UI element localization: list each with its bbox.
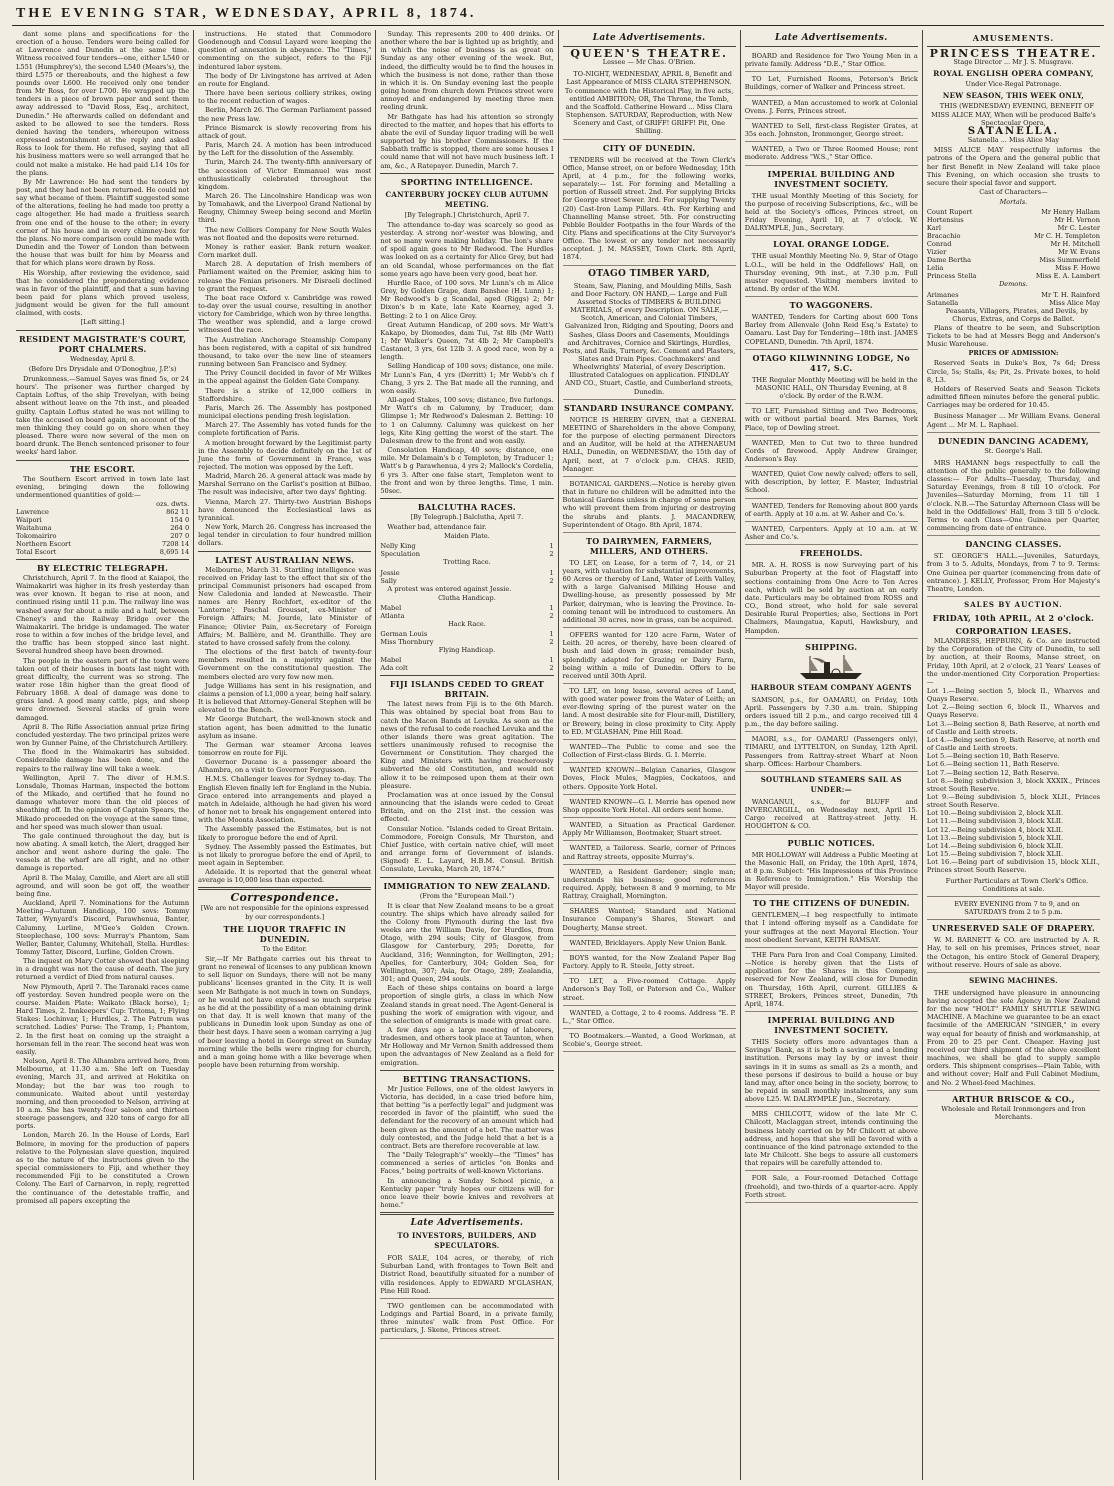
table-row: Lawrence 862 11: [16, 507, 190, 516]
auction-heading: SALES BY AUCTION.: [964, 600, 1063, 610]
divider: [380, 498, 553, 499]
advertisement: NOTICE IS HEREBY GIVEN, that a GENERAL MEETING of Shareholders in the above Company, for the purpose of electing permanent Directors and an Auditor, will be held at the ATHENAEUM HALL, Dunedin, on WEDNESDAY, the 15th day of April, next, at 7 o'clock p.m. CHAS. REID, Manager.: [563, 414, 736, 477]
escort-heading: THE ESCORT.: [70, 463, 136, 474]
advertisement: WANTED to Sell, first-class Register Grates, at 35s each. Johnston, Ironmonger, George street.: [745, 120, 918, 142]
escort-unit: ozs. dwts.: [156, 499, 190, 508]
article-text: March 27. The Assembly has voted funds for the complete fortification of Paris.: [198, 421, 372, 438]
divider: [198, 887, 371, 890]
corporation-leases-heading: CORPORATION LEASES.: [955, 626, 1072, 637]
advertisement: WANTED, Bricklayers. Apply New Union Bank.: [563, 937, 736, 951]
citizens-heading: TO THE CITIZENS OF DUNEDIN.: [752, 898, 910, 909]
columns: [12, 30, 1104, 1480]
article-text: New Plymouth, April 7. The Taranaki races came off yesterday. Seven hundred people were on the course. Maiden Plate: Waikato (Black horse), 1; Hard Times, 2. Innkeepers' Cup: Tritoma, 1; Flying Stakes: Lochinvar, 1; Hurdles, 2. The Patrum was scratched. Ladies' Purse: The Tramp, 1; Phantom, 2. In the first heat on coming up the straight a horseman fell in the rear. The second heat was won easily.: [16, 982, 190, 1056]
kilwinning-heading: OTAGO KILWINNING LODGE, No 417, S.C.: [752, 352, 911, 373]
list-item: Lot 3.—Being section 8, Bath Reserve, at north end of Castle and Leith streets.: [926, 719, 1101, 736]
race-table: [380, 630, 553, 646]
liquor-heading: THE LIQUOR TRAFFIC IN DUNEDIN.: [223, 923, 347, 944]
article-text: Proclamation was at once issued by the Consul announcing that the islands were ceded to Great Britain, and on the 21st inst. the cession was effected.: [380, 790, 554, 824]
list-item: Lot 15.—Being subdivision 7, block XLII.: [926, 850, 1064, 859]
article-text: MISS ALICE MAY respectfully informs the patrons of the Opera and the general public that her first Benefit in New Zealand will take place This Evening, on which occasion she trusts to secure their special favor and support.: [926, 146, 1101, 187]
advertisement: WANTED, Tenders for Removing about 800 yards of earth. Apply at 10 a.m. at W. Asher and Co.'s.: [745, 500, 918, 522]
table-row: Mabel 1: [380, 656, 554, 665]
article-text: Plans of theatre to be seen, and Subscription Tickets to be had at Messrs Begg and Anderson's Music Warehouse.: [926, 323, 1101, 349]
article-text: Further Particulars at Town Clerk's Office. Conditions at sale.: [927, 875, 1100, 897]
australian-news-heading: LATEST AUSTRALIAN NEWS.: [215, 554, 355, 565]
escort-intro: The Southern Escort arrived in town late last evening, bringing down the following undermentioned quantities of gold:—: [16, 474, 190, 499]
article-text: MLANDRESS, HEPBURN, & Co. are instructed by the Corporation of the City of Dunedin, to sell by auction, at their Rooms, Manse street, on Friday, 10th April, at 2 o'clock, 21 Years' Leases of the under-mentioned City Corporation Properties:—: [926, 637, 1101, 686]
article-text: Sir,—If Mr Bathgate carries out his threat to grant no renewal of licenses to any publican known to sell liquor on Sundays, there will not be many publicans' licenses granted in the City. It is well seen Mr Bathgate is not much in town on Sundays, or he would not have expressed so much surprise as he did at the possibility of a man obtaining drink on that day. It is well known that many of the publicans in Dunedin look upon Sunday as one of their best days. I have seen a woman carrying a jug of beer leaving a hotel in George street on Sunday morning while the bells were ringing for church, and a man going home with a like beverage when people have been returning from worship.: [198, 954, 372, 1069]
article-text: Consolation Handicap, 40 sovs; distance, one mile. Mr Delamain's b c Templeton, by Traducer 1; Watt's b g Parawhenua, 4 yrs 2; Mallock's Cordelia, 6 yrs 3. After one false start, Templeton went to the front and won by three lengths. Time, 1 min. 50sec.: [380, 446, 554, 495]
column-4: [559, 30, 741, 1480]
liquor-to: To the Editor.: [262, 944, 307, 953]
advertisement: THE Regular Monthly Meeting will be held in the MASONIC HALL, ON Thursday Evening, at 8 o'clock. By order of the R.W.M.: [745, 374, 918, 404]
cjc-sub: [By Telegraph.] Christchurch, April 7.: [404, 210, 530, 219]
article-text: New York, March 26. Congress has increased the legal tender in circulation to four hundred million dollars.: [198, 523, 372, 548]
table-row: Total Escort 8,695 14: [16, 547, 190, 556]
article-text: Auckland, April 7. Nominations for the Autumn Meeting—Autumn Handicap, 100 sovs: Tommy Tatter, Wynyard's Discord, Parawhenua, Banter, Calumny, Lurline, M'Gee's Golden Crown. Steeplechase, 100 sovs: Murray's Phantom, Sam Weller, Banter, Calumny, Whitehall, Stella. Hurdles: Tommy Tatter, Discord, Lurline, Golden Crown.: [16, 899, 190, 956]
table-row: Waitahuna 264 0: [16, 523, 190, 532]
article-text: April 8. The Rifle Association annual prize firing concluded yesterday. The two principal prizes were won by Gunner Paine, of the Christchurch Artillery.: [16, 722, 190, 748]
dairy-heading: TO DAIRYMEN, FARMERS, MILLERS, AND OTHERS.: [585, 535, 713, 556]
cast-table: [927, 291, 1100, 307]
queens-theatre-title: QUEEN'S THEATRE.: [570, 47, 728, 60]
divider: [380, 1070, 553, 1071]
race-heading: Clutha Handicap.: [438, 593, 496, 602]
telegraph-heading: BY ELECTRIC TELEGRAPH.: [36, 562, 169, 573]
divider: [198, 551, 371, 552]
table-row: Satanella Miss Alice May: [926, 298, 1101, 307]
advertisement: WANTED, a Tailoress. Searle, corner of Princes and Rattray streets, opposite Murray's.: [563, 842, 736, 864]
demons-heading: Demons.: [999, 280, 1028, 289]
advertisement: GENTLEMEN,—I beg respectfully to intimate that I intend offering myself as a Candidate for your suffrages at the next Mayoral Election. Your most obedient Servant, KEITH RAMSAY.: [745, 909, 918, 948]
court-heading: RESIDENT MAGISTRATE'S COURT, PORT CHALMERS.: [18, 333, 187, 354]
advertisement: FOR Sale, a Four-roomed Detached Cottage (freehold), and two-thirds of a quarter-acre. Apply Forth street.: [745, 1172, 918, 1202]
article-text: Peasants, Villagers, Pirates, and Devils, by Chorus, Extras, and Corps de Ballet.: [945, 306, 1089, 323]
imperial-heading: IMPERIAL BUILDING AND INVESTMENT SOCIETY.: [767, 1015, 895, 1036]
article-text: Prince Bismarck is slowly recovering from his attack of gout.: [198, 123, 372, 140]
column-5: [741, 30, 923, 1480]
advertisement: Steam, Saw, Planing, and Moulding Mills, Sash and Door Factory. ON HAND,— Large and Full Assorted Stocks of TIMBERS & BUILDING MATERIALS, of every Description. ON SALE,— Scotch, American, and Colonial Timbers, Galvanized Iron, Ridging and Spouting, Doors and Sashes, Glass Doors and Casements, Mouldings and Architraves, Cornice and Skirtings, Hurdles, Posts, and Rails, Turnery, &c. Cement and Plasters, Slates and Drain Pipes. Coachmakers' and Wheelwrights' Material, of every Description. Illustrated Catalogues on application. FINDLAY AND CO., Stuart, Castle, and Cumberland streets, Dunedin.: [563, 280, 736, 400]
article-text: Governor Ducane is a passenger aboard the Alhambra, on a visit to Governor Fergusson.: [198, 758, 372, 775]
freeholds-heading: FREEHOLDS.: [799, 548, 863, 559]
divider: [380, 877, 553, 878]
race-heading: Trotting Race.: [443, 558, 491, 567]
advertisement: WANTED, a Resident Gardener; single man; understands his business; good references required. Apply, between 8 and 9 morning, to Mr Rattray, Craighall, Mornington.: [563, 866, 736, 905]
article-text: A motion brought forward by the Legitimist party in the Assembly to decide definitely on the 1st of June the form of Government in France, was rejected. The motion was opposed by the Left.: [198, 438, 372, 471]
article-text: Wellington, April 7. The diver of H.M.S. Lonsdale, Thomas Harman, inspected the bottom of the Mikado, and certified that he found no damage whatever more than the old pieces of sheathing off. In the opinion of Captain Spears, the Mikado proceeded on the voyage at the same time, and her speed was much slower than usual.: [16, 773, 190, 831]
advertisement: TO LET, on Lease, for a term of 7, 14, or 21 years, with valuation for substantial improvements, 60 Acres or thereby of Land, Water of Leith Valley, with a large Galvanised Milking House and Dwelling-house, as presently possessed by Mr Parker, dairyman, who is leaving the Province. In-coming tenant will be introduced to customers. An additional 30 acres, now in grass, can be acquired.: [563, 557, 736, 628]
orange-heading: LOYAL ORANGE LODGE.: [773, 239, 890, 250]
cjc-heading: CANTERBURY JOCKEY CLUB AUTUMN MEETING.: [385, 189, 549, 209]
opera-season: NEW SEASON, THIS WEEK ONLY,: [942, 91, 1084, 101]
table-row: Atlanta 2: [380, 611, 554, 620]
table-row: Miss Thornbury 2: [380, 638, 554, 647]
article-text: Reserved Seats in Duke's Box, 7s 6d; Dress Circle, 5s; Stalls, 4s; Pit, 2s. Private boxes, to hold 8, L3.: [926, 359, 1101, 384]
dance-classes-heading: DANCING CLASSES.: [965, 539, 1062, 550]
race-heading: Flying Handicap.: [438, 646, 496, 655]
article-text: A few days ago a large meeting of laborers, tradesmen, and others took place at Taunton, when Mr Holloway and Mr Vernon Smith addressed them upon the advantages of New Zealand as a field for emigration.: [380, 1026, 554, 1067]
list-item: Lot 14.—Being subdivision 6, block XLII.: [926, 841, 1064, 850]
article-text: A protest was entered against Jessie.: [387, 584, 512, 593]
list-item: Lot 12.—Being subdivision 4, block XLII.: [926, 825, 1064, 834]
advertisement: TO-NIGHT, WEDNESDAY, APRIL 8, Benefit and Last Appearance of MISS CLARA STEPHENSON. To commence with the Historical Play, in five acts, entitled AMBITION; OR, The Throne, the Tomb, and the Scaffold. Catherine Howard ... Miss Clara Stephenson. SATURDAY, Reproduction, with New Scenery and Cast, of GRIFF! GRIFF! Pit, One Shilling.: [563, 68, 736, 139]
race-table: [380, 542, 553, 558]
table-row: Bracachio Mr C. H. Templeton: [926, 232, 1101, 241]
article-text: Melbourne, March 31. Startling intelligence was received on Friday last to the effect that six of the principal Communist prisoners had escaped from New Caledonia and landed at Newcastle. Their names are Henry Rochfort, ex-editor of the 'Lanterne'; Paschal Grousset, ex-Minister of Foreign Affairs; M. Jourde, late Minister of Finance; Olivier Pain, ex-Secretary of Foreign Affairs; M. Ballière, and M. Granthille. They are stated to have crossed safely from the colony.: [198, 565, 372, 647]
article-text: The German war steamer Arcona leaves tomorrow en route for Fiji.: [198, 740, 372, 757]
article-text: March 28. A deputation of Irish members of Parliament waited on the Premier, asking him to release the Fenian prisoners. Mr Disraeli declined to grant the request.: [198, 260, 372, 293]
masthead: [12, 6, 1104, 26]
race-table: [380, 656, 553, 672]
divider: [380, 173, 553, 174]
advertisement: TO LET, on long lease, several acres of Land, with good water power from the Water of Leith; an ever-flowing spring of the purest water on the land. A most desirable site for Flour-mill, Distillery, or Brewery, being in close proximity to City. Apply to ED. M'GLASHAN, Pine Hill Road.: [563, 685, 736, 740]
advertisement: WANTED, Men to Cut two to three hundred Cords of firewood. Apply Andrew Grainger, Anderson's Bay.: [745, 437, 918, 467]
list-item: Lot 4.—Being section 9, Bath Reserve, at north end of Castle and Leith streets.: [926, 735, 1101, 753]
escort-table: [16, 500, 189, 556]
table-row: Dame Bertha Miss Summerfield: [926, 256, 1101, 265]
article-text: EVERY EVENING from 7 to 9, and on SATURDAYS from 2 to 5 p.m.: [927, 898, 1100, 920]
divider: [16, 330, 189, 331]
article-text: Mr Justice Fellows, one of the oldest lawyers in Victoria, has decided, in a case tried before him, that betting "is a perfectly legal" and judgment was recorded in favor of the plaintiff, who sued the defendant for the recovery of an amount which had been given as the amount of a bet. The matter was duly contested, and the Judge held that a bet is a contract. Bets are therefore recoverable at law.: [380, 1084, 554, 1150]
dance-academy-sub: St. George's Hall.: [984, 446, 1043, 455]
advertisement: WANTED, a Two or Three Roomed House; rent moderate. Address "W.S.," Star Office.: [745, 143, 918, 165]
cast-table: [927, 208, 1100, 280]
article-text: dant some plans and specifications for the erection of a house. Tenders were being called for at Lawrence and Dunedin at the same time. Witness received four tenders—one, either L540 or L551 (Humphrey's), the second L540 (Mears's), the third L575 or thereabouts, and the highest a few pounds over L600. He received only one tender from Mr Ross, for over L700. He wrapped up the tenders in a piece of brown paper and sent them away addressed to "David Ross, Esq., architect, Dunedin." He afterwards called on defendant and asked to be allowed to see the tenders. Ross denied having the tenders, whereupon witness expressed astonishment at the reply and asked Ross to look for them. He refused, saying that all his business matters were so well arranged that he could not make a mistake. He had paid L14 10s for the plans.: [16, 30, 190, 177]
article-text: Vienna, March 27. Thirty-two Austrian Bishops have denounced the Ecclesiastical laws as tyrannical.: [198, 497, 372, 522]
table-row: Tokomairiro 207 0: [16, 531, 190, 540]
article-text: Mr Bathgate has had his attention so strongly directed to the matter, and hopes that his efforts to abate the evil of Sunday liquor trading will be well supported by his brother Commissioners. If the Sabbath traffic is stopped, there are some houses I could name that will not have much business left. I am, &c., A Ratepayer. Dunedin, March 7.: [380, 112, 554, 170]
article-text: The people in the eastern part of the town were taken out of their houses in boats last night with great difficulty, the current was so strong. The water rose 18in higher than the great flood of February 1868. A deal of damage was done to grass land. A good many cattle, pigs, and sheep were drowned. Several stacks of grain were damaged.: [16, 656, 190, 722]
advertisement: W. M. BARNETT & CO. are instructed by A. R. Hay, to sell on his premises, Princes street, near the Octagon, his entire Stock of General Drapery, without reserve. Hours of sale as above.: [927, 934, 1100, 973]
divider: [380, 675, 553, 676]
article-text: His Worship, after reviewing the evidence, said that he considered the preponderating evidence was in favor of the plaintiff, and that a sum having been paid for plans which proved useless, judgment would be given for the full amount claimed, with costs.: [16, 268, 190, 318]
briscoe-sub: Wholesale and Retail Ironmongers and Iron Merchants.: [941, 1104, 1086, 1121]
article-text: The new Colliers Company for New South Wales was not floated and the deposits were returned.: [198, 225, 372, 242]
table-row: Nelly King 1: [380, 542, 554, 551]
list-item: Lot 8.—Being subdivision 3, block XXXIX., Princes street South Reserve.: [926, 776, 1101, 793]
table-row: Princess Stella Miss E. A. Lambert: [926, 272, 1101, 281]
article-text: London, March 26. In the House of Lords, Earl Belmore, in moving for the production of papers relative to the Polynesian slave question, inquired as to the nature of the instructions given to the special commissioners to Fiji, and whether they recommended Fiji to be constituted a Crown Colony. The Earl of Carnarvon, in reply, regretted the continuance of the detestable traffic, and promised all papers excepting the: [16, 1131, 190, 1205]
amusements-heading: AMUSEMENTS.: [972, 33, 1055, 43]
article-text: The boat race Oxford v. Cambridge was rowed to-day over the usual course, resulting in another victory for Cambridge, which won by three lengths. The weather was splendid, and a large crowd witnessed the race.: [198, 293, 372, 335]
advertisement: BOYS wanted, for the New Zealand Paper Bag Factory. Apply to R. Steele, Jetty street.: [563, 952, 736, 974]
list-item: Lot 6.—Being section 11, Bath Reserve.: [926, 760, 1060, 769]
lots-list: [927, 687, 1100, 875]
advertisement: TENDERS will be received at the Town Clerk's Office, Manse street, on or before Wednesday, 15th April, at 4 p.m., for the following works, separately:— 1st. For forming and Metalling a portion of Russell street. 2nd. For supplying Bricks for George street Sewer. 3rd. For supplying Twenty (20) Cast-Iron Lamp Pillars. 4th. For Kerbing and Channelling Manse street. 5th. For constructing Pebble Boulder Footpaths in the four Wards of the City. Plans and specifications at the City Surveyor's Office. The lowest or any tender not necessarily accepted. J. M. MASSEY, Town Clerk. 8th April, 1874.: [563, 154, 736, 266]
table-row: Hortensius Mr H. Vernon: [926, 216, 1101, 225]
table-row: Jessie 1: [380, 568, 554, 577]
article-text: Judge Williams has sent in his resignation, and claims a pension of L1,000 a year, being half salary. It is believed that Attorney-General Stephen will be elevated to the Bench.: [198, 681, 372, 715]
divider: [745, 46, 918, 47]
article-text: Each of these ships contains on board a large proportion of single girls, a class in which New Zealand stands in great need. The Agent-General is pushing the work of emigration with vigour, and the selection of emigrants is made with great care.: [380, 984, 554, 1025]
drapery-heading: UNRESERVED SALE OF DRAPERY.: [931, 923, 1095, 934]
list-item: Lot 10.—Being subdivision 2, block XLII.: [926, 809, 1064, 818]
timber-heading: OTAGO TIMBER YARD,: [588, 268, 711, 279]
harbour-heading: HARBOUR STEAM COMPANY AGENTS: [750, 682, 912, 692]
article-text: The inquest on Mary Cotter showed that sleeping in a draught was not the cause of death. The jury returned a verdict of Died from natural causes.: [16, 957, 190, 982]
article-text: Paris, March 24. A motion has been introduced by the Left for the dissolution of the Assembly.: [198, 141, 372, 158]
late-ads-heading: Late Advertisements.: [592, 33, 706, 43]
satanella-role: Satanella ... Miss Alice May: [967, 136, 1060, 145]
table-row: Count Rupert Mr Henry Hallam: [926, 208, 1101, 217]
list-item: Lot 5.—Being section 10, Bath Reserve.: [926, 752, 1060, 761]
table-row: Karl Mr C. Lester: [926, 224, 1101, 233]
article-text: Paris, March 26. The Assembly has postponed municipal elections pending fresh legislation.: [198, 403, 372, 421]
article-text: Adelaide. It is reported that the general wheat average is 10,000 less than expected.: [198, 868, 372, 885]
article-text: Christchurch, April 7. In the flood at Kaiapoi, the Waimakariri was higher in its fresh yesterday than was ever known. It began to rise at noon, and continued rising until 11 p.m. The railway line was washed away for about a mile and a half, between Cheney's and the Railway Bridge over the Waimakariri. The bridge is undamaged. The water rose to within a few inches of the bridge level, and the traffic has been stopped since last night. Several hundred sheep have been drowned.: [16, 573, 190, 656]
article-text: March 26. The Lincolnshire Handicap was won by Tomahawk, and the Liverpool Grand National by Reugny, Chimney Sweep being second and Merlin third.: [198, 191, 372, 225]
benefit-text: THIS (WEDNESDAY) EVENING, BENEFIT OF MISS ALICE MAY, When will be produced Balfe's Spectacular Opera,: [931, 102, 1096, 127]
article-text: Hurdle Race, of 100 sovs. Mr Lunn's ch m Alice Grey, by Golden Grape, dam Banshee (H. Lunn) 1; Mr Redwood's b g Scandal, aged (Riggs) 2; Mr Dixon's b m Kate, late Kate Kearney, aged 3. Betting: 2 to 1 on Alice Grey.: [380, 278, 554, 320]
advertisement: WANTED, Tenders for Carting about 600 Tons Barley from Allenvale (John Reid Esq.'s Estate) to Oamaru. Last Day for Tendering—18th inst. JAMES COPELAND, Dunedin. 7th April, 1874.: [745, 311, 918, 350]
article-text: Turin, March 24. The twenty-fifth anniversary of the accession of Victor Emmanuel was most enthusiastically celebrated throughout the kingdom.: [198, 158, 372, 191]
article-text: The "Daily Telegraph's" weekly—the "Times" has commenced a series of articles "on Bonks and Faces," being portraits of well-known Victorians.: [380, 1151, 554, 1176]
article-text: Sydney. The Assembly passed the Estimates, but is not likely to prorogue before the end of April, to meet again in September.: [198, 842, 372, 867]
article-text: Business Manager ... Mr William Evans. General Agent ... Mr M. L. Raphael.: [927, 410, 1100, 432]
mortals-heading: Mortals.: [999, 198, 1028, 207]
race-heading: Maiden Plate.: [444, 532, 490, 541]
article-text: In announcing a Sunday School picnic, a Kentucky paper "truly hopes our citizens will for once leave their bowie knives and revolvers at home.": [380, 1176, 554, 1209]
shipping-heading: SHIPPING.: [805, 641, 858, 652]
briscoe-name: ARTHUR BRISCOE & CO.,: [952, 1093, 1075, 1104]
southland-heading: SOUTHLAND STEAMERS SAIL AS UNDER:—: [760, 774, 902, 794]
advertisement: OFFERS wanted for 120 acre Farm, Water of Leith. 20 acres, or thereby, have been cleared of bush and laid down in grass; remainder bush, splendidly adapted for Grazing or Dairy Farm, being within a mile of Dunedin. Offers to be received until 30th April.: [563, 629, 736, 684]
article-text: Holders of Reserved Seats and Season Tickets admitted fifteen minutes before the general public. Carriages may be ordered for 10.45.: [926, 384, 1101, 410]
table-row: Conrad Mr H. Mitchell: [926, 240, 1101, 249]
dance-academy-heading: DUNEDIN DANCING ACADEMY,: [937, 435, 1089, 446]
builders-heading: TO INVESTORS, BUILDERS, AND SPECULATORS.: [397, 1231, 537, 1251]
advertisement: MRS HAMANN begs respectfully to call the attention of the public generally to the following classes:— For Adults—Tuesday, Thursday, and Saturday Evenings, from 8 till 10 o'clock. For Juveniles—Saturday Morning, from 11 till 1 o'clock. N.B.—The Saturday Afternoon Class will be held in the Oddfellows' Hall, from 3 till 5 o'clock. Terms to each Class—One Guinea per Quarter, commencing from date of entrance.: [927, 457, 1100, 536]
table-row: Mabel 1: [380, 603, 554, 612]
advertisement: WANTED, a Cottage, 2 to 4 rooms. Address "E. P. L.," Star Office.: [563, 1007, 736, 1029]
court-bench: (Before Drs Drysdale and O'Donoghue, J.P.'s): [28, 364, 177, 373]
advertisement: TO Let, Furnished Rooms, Peterson's Brick Buildings, corner of Walker and Princess street.: [745, 73, 918, 95]
insurance-heading: STANDARD INSURANCE COMPANY.: [563, 402, 735, 413]
article-text: Drunkenness.—Samuel Sayes was fined 5s, or 24 hours'. The prisoner was further charged by Captain Loftus, of the ship Trevelyan, with being absent without leave on the 7th inst., and pleaded guilty. Captain Loftus stated he was not willing to take the accused on board again, on account of the men thinking they could go on shore when they pleased. There were now several of the men on board drunk. The Bench sentenced prisoner to four weeks' hard labor.: [16, 374, 190, 457]
list-item: Lot 13.—Being subdivision 5, block XLII.: [926, 833, 1064, 842]
advertisement: FOR SALE, 104 acres, or thereby, of rich Suburban Land, with frontages to Town Belt and District Road, beautifully situated for a number of villa residences. Apply to EDWARD M'GLASHAN, Pine Hill Road.: [380, 1252, 553, 1299]
article-text: April 8. The Malay, Camille, and Alert are all still aground, and will soon be got off, the weather being fine.: [16, 873, 190, 898]
list-item: Lot 9.—Being subdivision 5, block XLII., Princes street South Reserve.: [926, 793, 1101, 810]
article-text: There have been serious colliery strikes, owing to the recent reduction of wages.: [198, 89, 372, 106]
divider: [16, 559, 189, 560]
article-text: The Australian Anchorage Steamship Company has been registered, with a capital of six hundred thousand, to take over the new line of steamers running between San Francisco and Sydney.: [198, 335, 372, 369]
race-table: [380, 569, 553, 585]
opera-company-heading: ROYAL ENGLISH OPERA COMPANY,: [933, 69, 1094, 79]
advertisement: THE Para Para Iron and Coal Company, Limited.—Notice is hereby given that the Lists of application for the Shares in this Company, reserved for New Zealand, will close for Dunedin on Thursday, 16th April, current. GILLIES & STREET, Brokers, Princes street, Dunedin, 7th April, 1874.: [745, 949, 918, 1012]
advertisement: SHARES Wanted; Standard and National Insurance Company's Shares, Stewart and Dougherty, Manse street.: [563, 905, 736, 935]
satanella-title: SATANELLA.: [967, 125, 1060, 137]
article-text: The body of Dr Livingstone has arrived at Aden en route for England.: [198, 71, 372, 88]
article-text: Money is rather easier. Bank return weaker. Corn market dull.: [198, 242, 372, 260]
advertisement: WANTED, a Man accustomed to work at Colonial Ovens. J. Ferrs, Princes street.: [745, 97, 918, 119]
article-text: The Assembly passed the Estimates, but is not likely to prorogue before the end of April.: [198, 825, 372, 842]
court-date: Wednesday, April 8.: [70, 354, 136, 363]
divider: [16, 460, 189, 461]
balclutha-heading: BALCLUTHA RACES.: [417, 501, 516, 512]
princess-theatre-title: PRINCESS THEATRE.: [929, 47, 1098, 60]
immigration-heading: IMMIGRATION TO NEW ZEALAND.: [383, 880, 551, 891]
table-row: Lelia Miss F. Howe: [926, 264, 1101, 273]
correspondence-note: [We are not responsible for the opinions expressed by our correspondents.]: [200, 904, 369, 921]
article-text: Berlin, March 26. The German Parliament passed the new Press law.: [198, 106, 372, 123]
public-notices-heading: PUBLIC NOTICES.: [787, 837, 876, 848]
page-title: THE EVENING STAR, WEDNESDAY, APRIL 8, 1874.: [16, 6, 477, 21]
advertisement: THIS Society offers more advantages than a Savings' Bank, as it is both a saving and a lending institution. Persons may lay by or invest their savings in it in sums as small as 2s a month, and these persons if desirous to build a house or buy land may, after once being in the society, borrow, to be repaid in small monthly instalments, any sum above L25. W. DALRYMPLE Jun., Secretary.: [745, 1036, 918, 1107]
advertisement: TO Bootmakers.—Wanted, a Good Workman, at Scobie's, George street.: [563, 1030, 736, 1052]
advertisement: WANTED, Carpenters. Apply at 10 a.m. at W. Asher and Co.'s.: [745, 523, 918, 545]
advertisement: MAORI, s.s., for OAMARU (Passengers only), TIMARU, and LYTTELTON, on Sunday, 12th April. Passengers from Rattray-street Wharf at Noon sharp. Offices: Harbour Chambers.: [745, 733, 918, 772]
steamship-icon: [796, 654, 866, 680]
advertisement: WANTED—The Public to come and see the Collection of First-class Birds. G. I. Merrie.: [563, 741, 736, 763]
advertisement: WANTED, Quiet Cow newly calved; offers to sell, with description, by letter, F. Master, Industrial School.: [745, 468, 918, 498]
advertisement: WANTED KNOWN—Belgian Canaries, Glasgow Doves, Flock Mules, Magpies, Cockatoos, and others. Opposite York Hotel.: [563, 764, 736, 794]
list-item: Lot 1.—Being section 5, block II., Wharves and Quays Reserve.: [926, 686, 1101, 704]
advertisement: TO LET, Furnished Sitting and Two Bedrooms, with or without partial board. Mrs Barnes, York Place, top of Dowling street.: [745, 405, 918, 435]
article-text: instructions. He stated that Commodore Goodenough and Consul Layard were keeping the question of annexation in abeyance. The "Times," commenting on the subject, refers to the Fiji indentured labor system.: [198, 30, 372, 71]
sporting-heading: SPORTING INTELLIGENCE.: [400, 176, 533, 187]
column-6: [923, 30, 1104, 1480]
article-text: There is a strike of 12,000 colliers in Staffordshire.: [198, 386, 372, 403]
race-heading: Hack Race.: [448, 619, 486, 628]
table-row: Arimanes Mr T. H. Rainford: [926, 290, 1101, 299]
article-text: Sunday. This represents 200 to 400 drinks. Of another where the bar is lighted up as brightly, and in which the noise of business is as great on Sunday as any other evening of the week. But, indeed, the difficulty would be to find the houses in which the business is not done, rather than those in which it is. On Sunday evening last the people going home from church down Princes street were annoyed and endangered by meeting three men reeling drunk.: [380, 30, 554, 112]
table-row: Northern Escort 7208 14: [16, 539, 190, 548]
article-text: Consular Notice. "Islands ceded to Great Britain. Commodore, Foreign Consuls, Mr Thurston, and Chief Justice, with certain native chief, will meet and arrange form of Government of islands. (Signed) E. L. Layard, H.B.M. Consul. British Consulate, Levuka, March 20, 1874.": [380, 824, 554, 874]
article-text: Mr George Butchart, the well-known stock and station agent, has been admitted to the lunatic asylum as insane.: [198, 715, 372, 740]
advertisement: MR HOLLOWAY will Address a Public Meeting at the Masonic Hall, on Friday, the 10th April, 1874, at 8 p.m. Subject: "His Impressions of this Province in Reference to Immigration." His Worship the Mayor will preside.: [745, 849, 918, 896]
advertisement: MR. A. H. ROSS is now Surveying part of his Suburban Property at the foot of Flagstaff into sections containing from One Acre to Ten Acres each, which will be sold by auction at an early date. Particulars may be obtained from ROSS and CO., Bond street, who hold for sale several Desirable Rural Properties; also, Sections in Port Chalmers, Maungatua, Kaputi, Hawksbury, and Hampden.: [745, 559, 918, 638]
imperial-heading: IMPERIAL BUILDING AND INVESTMENT SOCIETY.: [767, 168, 895, 189]
advertisement: WANTED, a Situation as Practical Gardener. Apply Mr Williamson, Bootmaker, Stuart street.: [563, 819, 736, 841]
article-text: The attendance to-day was scarcely so good as yesterday. A strong nor'-wester was blowing, and not so many were making holiday. The lion's share of spoil again goes to Mr Redwood. The Hurdles was looked on as a certainty for Alice Grey, but had an old Scandal, whose performances on the flat some years ago have been very good, beat her.: [380, 220, 554, 278]
sewing-heading: SEWING MACHINES.: [969, 975, 1058, 985]
advertisement: TWO gentlemen can be accommodated with Lodgings and Partial Board, in a private family, three minutes' walk from Post Office. For particulars, J. Skene, Princes street.: [380, 1300, 553, 1339]
balclutha-sub: [By Telegraph.] Balclutha, April 7.: [410, 512, 524, 521]
table-row: German Louis 1: [380, 630, 554, 639]
divider: [380, 1212, 553, 1215]
advertisement: MRS CHILCOTT, widow of the late Mr C. Chilcott, Maclaggan street, intends continuing the business lately carried on by Mr Chilcott at above address, and hopes that she will be favored with a continuance of the kind patronage extended to the late Mr Chilcott. She begs to assure all customers that repairs will be carefully attended to.: [745, 1108, 918, 1171]
article-text: Great Autumn Handicap, of 200 sovs. Mr Watt's Kakapo, by Diomedes, dam Tui, 7st 8lb (Mr Watt) 1; Mr Walker's Queen, 7st 4lb 2; Mr Campbell's Castanet, 3 yrs, 6st 12lb 3. A good race, won by a length.: [380, 320, 554, 362]
immigration-sub: (From the "European Mail."): [419, 891, 515, 900]
stage-director: Stage Director ... Mr J. S. Musgrave.: [953, 58, 1074, 67]
list-item: Lot 2.—Being section 6, block II., Wharves and Quays Reserve.: [926, 703, 1101, 720]
article-text: Selling Handicap of 100 sovs; distance, one mile. Mr Lunn's Fan, 4 yrs (Derritt) 1; Mr Webb's ch f Chang, 3 yrs 2. The Bat made all the running, and won easily.: [380, 362, 554, 395]
article-text: By Mr Lawrence: He had sent the tenders by post, and they had not been returned. He could not say what became of them. Plaintiff suggested some of the alterations, feeling he had made too pretty a cage altogether. He had made a fruitless search from one end of the house to the other; in every corner of his house and in every chimney-box for the plans. No more comparison could be made with Dunedin and the Tower of London than between the house that was built for him by Mearss and that for which plans were drawn by Ross.: [16, 177, 190, 268]
prices-heading: PRICES OF ADMISSION:: [968, 349, 1059, 358]
list-item: Lot 7.—Being section 12, Bath Reserve.: [926, 768, 1060, 777]
opera-patronage: Under Vice-Regal Patronage.: [965, 80, 1062, 89]
column-2: [194, 30, 376, 1480]
list-item: Lot 11.—Being subdivision 3, block XLII.: [926, 817, 1064, 826]
table-row: Sally 2: [380, 576, 554, 585]
table-row: Speculation 2: [380, 550, 554, 559]
table-row: Waipori 154 0: [16, 515, 190, 524]
advertisement: ST. GEORGE'S HALL.—Juveniles, Saturdays, from 3 to 5. Adults, Mondays, from 7 to 9. Terms: One Guinea per quarter (commencing from date of entrance). J. KELLY, Professor, From Her Majesty's Theatre, London.: [927, 550, 1100, 597]
article-text: Weather bad, attendance fair.: [387, 523, 487, 532]
article-text: It is clear that New Zealand means to be a great country. The ships which have already sailed for the Colony from Plymouth during the last five weeks are the William Davie, for Hurdles, from Otago, with 294 souls; City of Glasgow, from Glasgow for Canterbury, 295; Dorette, for Auckland, 316; Wennington, for Wellington, 291; Apelles, for Canterbury, 304; Golden Sea, for Wellington, 307; Asia, for Otago, 289; Zealandia, 301; and Queen, 294 souls.: [380, 901, 554, 984]
late-ads-heading: Late Advertisements.: [410, 1218, 524, 1229]
advertisement: BOTANICAL GARDENS.—Notice is hereby given that in future no children will be admitted into the Botanical Gardens unless in charge of some person who will prevent them from injuring or destroying the shrubs and plants. J. MACANDREW, Superintendent of Otago. 8th April, 1874.: [563, 478, 736, 533]
column-1: [12, 30, 194, 1480]
advertisement: SAMSON, p.s., for OAMARU, on Friday, 10th April. Passengers by 7.30 a.m. train. Shipping orders issued till 2 p.m., and cargo received till 4 p.m., the day before sailing.: [745, 694, 918, 733]
race-table: [380, 604, 553, 620]
column-3: [376, 30, 558, 1480]
advertisement: THE usual Monthly Meeting No. 9, Star of Otago L.O.L., will be held in the Oddfellows' Hall, on Thursday evening, 9th inst., at 7.30 p.m. Full muster requested. Visiting members invited to attend. By order of the W.M.: [745, 250, 918, 297]
left-sitting: [Left sitting.]: [80, 318, 125, 327]
city-heading: CITY OF DUNEDIN.: [602, 142, 696, 153]
betting-heading: BETTING TRANSACTIONS.: [402, 1073, 532, 1084]
article-text: Madrid, March 26. A general attack was made by Marshal Serrano on the Carlist's position at Bilbao. The result was indecisive, after two days' fighting.: [198, 472, 372, 497]
table-row: Ada colt 2: [380, 664, 554, 673]
late-ads-heading: Late Advertisements.: [774, 33, 888, 43]
article-text: The elections of the first batch of twenty-four members resulted in a majority against the Government on the constitutional question. The members elected are very few new men.: [198, 648, 372, 681]
article-text: The latest news from Fiji is to the 6th March. This was obtained by special boat from Bau to catch the Macon Bands at Levuka. As soon as the news of the refusal to cede reached Levuka and the other islands there was great agitation. The settlers unanimously refused to recognise the Government or Constitution. They charged the King and Ministers with having treacherously subverted the old Constitution, and would not allow it to be reimposed upon them at their own pleasure.: [380, 700, 554, 790]
auction-date: FRIDAY, 10th APRIL, At 2 o'clock.: [932, 613, 1095, 624]
article-text: The Privy Council decided in favor of Mr Wilkes in the appeal against the Golden Gate Company.: [198, 369, 372, 386]
article-text: H.M.S. Challenger leaves for Sydney to-day. The English Eleven finally left for England in the Nubia. Grace entered into arrangements and played a match in Adelaide, although he had given his word of honor not to break his engagement entered into with the Moonta Association.: [198, 775, 372, 825]
advertisement: TO LET, a Five-roomed Cottage. Apply Anderson's Bay Toll, or Paterson and Co., Walker street.: [563, 975, 736, 1005]
advertisement: BOARD and Residence for Two Young Men in a private family. Address "D.E.," Star Office.: [745, 50, 918, 72]
advertisement: THE undersigned have pleasure in announcing having accepted the sole Agency in New Zealand for the new "HOLT" FAMILY SHUTTLE SEWING MACHINE. A Machine we guarantee to be an exact facsimile of the AMERICAN "SINGER," in every way equal for beauty of finish and workmanship, at From 20 to 25 per Cent. Cheaper. Having just received our third shipment of the above excellent machines, we shall be glad to supply sample orders. This shipment comprises—Plain Table, with and without cover; Half and Full Cabinet Medium, and No. 2 Wheel-feed Machines.: [927, 987, 1100, 1091]
article-text: All-aged Stakes, 100 sovs; distance, five furlongs. Mr Watt's ch m Calumny, by Traducer, dam Glimpse 1; Mr Redwood's Dalesman 2. Betting: 10 to 1 on Calumny. Calumny was quickest on her legs, Kite King getting the worst of the start. The Dalesman drew to the front and won easily.: [380, 396, 554, 445]
cast-heading: Cast of Characters—: [979, 188, 1048, 197]
article-text: The gale continued throughout the day, but is now abating. A small ketch, the Alert, dragged her anchor and went ashore during the gale. The vessels at the wharf are all right, and no other damage is reported.: [16, 831, 190, 873]
queens-lessee: Lessee — Mr Chas. O'Brien.: [602, 58, 696, 67]
fiji-heading: FIJI ISLANDS CEDED TO GREAT BRITAIN.: [389, 679, 545, 700]
list-item: Lot 16.—Being part of subdivision 15, block XLII., Princes street South Reserve.: [926, 858, 1101, 875]
advertisement: THE usual Monthly Meeting of this Society, for the purpose of receiving Subscriptions, &c., will be held at the Society's offices, Princes street, on Friday Evening, April 10, at 7 o'clock. W. DALRYMPLE, Jun., Secretary.: [745, 190, 918, 237]
article-text: Nelson, April 8. The Alhambra arrived here, from Melbourne, at 11.30 a.m. She left on Tuesday evening, March 31, and arrived at Hokitika on Monday; but the bar was too rough to communicate. Waited about until yesterday morning, and then proceeded to Nelson, arriving at 10 a.m. She has twenty-four saloon and thirteen steerage passengers, and 320 tons of cargo for all ports.: [16, 1057, 190, 1131]
advertisement: WANGANUI, s.s., for BLUFF and INVERCARGILL, on Wednesday next, April 15. Cargo received at Rattray-street Jetty. H. HOUGHTON & CO.: [745, 796, 918, 835]
correspondence-heading: Correspondence.: [230, 891, 340, 905]
article-text: The flood in the Waimakariri has subsided. Considerable damage has been done, and the repairs to the railway line will take a week.: [16, 748, 190, 773]
waggoners-heading: TO WAGGONERS.: [789, 300, 873, 311]
advertisement: WANTED KNOWN—G. I. Merrie has opened new Shop opposite York Hotel. All orders sent home.: [563, 796, 736, 818]
table-row: Vizier Mr W. Evans: [926, 248, 1101, 257]
